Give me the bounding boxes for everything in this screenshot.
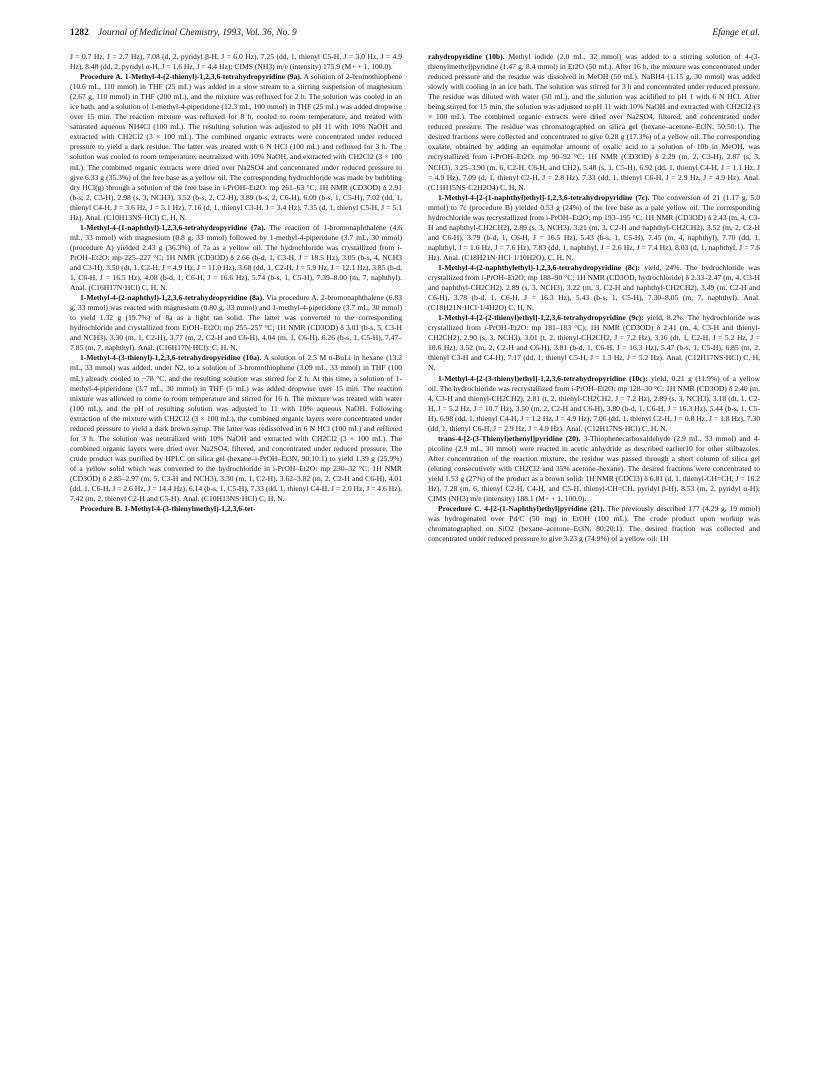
paragraph-heading: 1-Methyl-4-[2-(1-naphthyl)ethyl]-1,2,3,6-tetrahydropyridine (7c). <box>438 192 650 202</box>
right-column <box>428 52 760 1057</box>
paragraph <box>428 374 760 434</box>
paragraph-heading: 1-Methyl-4-[2-(3-thienyl)ethyl]-1,2,3,6-tetrahydropyridine (10c): <box>438 373 648 383</box>
paragraph <box>70 72 402 223</box>
paragraph-body: 3-Thiophenecarboxaldehyde (2.9 mL, 33 mmol) and 4-picoline (2.9 mL, 30 mmol) were reacted in acetic anhydride as described earlier10 for other stilbazoles. After concentration of the reaction mixture, the residue was passed through a short column of silica gel (eluting consecutively with CH2Cl2 and 35% acetone–hexane). The desired fractions were concentrated to yield 1.53 g (27%) of the product as a brown solid: 1H NMR (CDCl3) δ 6.81 (d, 1, thienyl-CH=CH, J = 16.2 Hz), 7.28 (m, 6, thienyl C2-H, C4-H, and C5-H, thienyl-CH=CH, pyridyl β-H), 8.53 (m, 2, pyridyl α-H); CIMS (NH3) m/e (intensity) 188.1 (M+ + 1, 100.0). <box>428 433 760 504</box>
paragraph-body: The reaction of 1-bromonaphthalene (4.6 mL, 33 mmol) with magnesium (0.8 g, 33 mmol) followed by 1-methyl-4-piperidone (3.7 mL, 30 mmol) (procedure A) yielded 2.43 g (36.3%) of 7a as a yellow oil. The hydrochloride was crystallized from i-PrOH–Et2O: mp 225–227 °C; 1H NMR (CD3OD) δ 2.66 (b-d, 1, C3-H, J = 18.5 Hz), 3.05 (b-s, 4, NCH3 and C3-H), 3.50 (dt, 1, C2-H, J = 4.9 Hz, J = 11.0 Hz), 3.68 (dd, 1, C2-H, J = 5.9 Hz, J = 12.1 Hz), 3.85 (b-d, 1, C6-H, J = 16.5 Hz), 4.08 (b-d, 1, C6-H, J = 16.6 Hz), 5.74 (b-s, 1, C5-H), 7.39–8.00 (m, 7, naphthyl). Anal. (C16H17N·HCl) C, H, N. <box>70 222 402 293</box>
paragraph-body: yield, 8.2%. The hydrochloride was crystallized from i-PrOH–Et2O: mp 181–183 °C); 1H NMR (CD3OD) δ 2.41 (m, 4, C3-H and thienyl-CH2CH2), 2.90 (s, 3, NCH3), 3.01 (t, 2, thienyl-CH2CH2, J = 7.2 Hz), 3.16 (dt, 1, C2-H, J = 5.2 Hz, J = 10.6 Hz), 3.52 (m, 2, C2-H and C6-H), 3.81 (b-d, 1, C6-H, J = 16.3 Hz), 5.47 (b-s, 1, C5-H), 6.85 (m, 2, thienyl C3-H and C4-H), 7.17 (dd, 1, thienyl C5-H, J = 1.3 Hz, J = 5.2 Hz). Anal. (C12H17NS·HCl) C, H, N. <box>428 313 760 373</box>
left-column <box>70 52 402 1057</box>
paragraph <box>428 52 760 193</box>
paragraph <box>70 223 402 293</box>
paragraph-body: A solution of 2-bromothiophene (10.6 mL, 110 mmol) in THF (25 mL) was added in a slow stream to a stirring suspension of magnesium (2.67 g, 110 mmol) in THF (200 mL), and the mixture was refluxed for 2 h. The solution was cooled in an ice bath, and a solution of 1-methyl-4-piperidone (12.3 mL, 100 mmol) in THF (25 mL) was added dropwise over 15 min. The reaction mixture was refluxed for 8 h, cooled to room temperature, and treated with saturated aqueous NH4Cl (100 mL). The resulting solution was adjusted to pH 11 with 10% NaOH and extracted with CH2Cl2 (3 × 100 mL). The combined organic extracts were concentrated under reduced pressure to yield a dark residue. The latter was treated with 6 N HCl (100 mL) and refluxed for 3 h. The solution was cooled to room temperature, neutralized with 10% NaOH, and extracted with CH2Cl2 (3 × 100 mL). The combined organic extracts were dried over Na2SO4 and concentrated under reduced pressure to give 6.33 g (35.3%) of the free base as a yellow oil. The corresponding hydrochloride was made by bubbling dry HCl(g) through a solution of the free base in i-PrOH–Et2O: mp 261–63 °C; 1H NMR (CD3OD) δ 2.91 (b-s, 2, C3-H), 2.98 (s, 3, NCH3), 3.52 (b-s, 2, C2-H), 3.89 (b-s, 2, C6-H), 6.09 (b-s, 1, C5-H), 7.02 (dd, 1, thienyl C4-H, J = 3.6 Hz, J = 5.1 Hz), 7.16 (d, 1, thienyl C3-H, J = 3.4 Hz), 7.35 (d, 1, thienyl C5-H, J = 5.1 Hz). Anal. (C10H13NS·HCl) C, H, N. <box>70 72 402 222</box>
paragraph-heading: 1-Methyl-4-(2-naphthyl)-1,2,3,6-tetrahydropyridine (8a). <box>80 293 264 303</box>
paragraph-heading: Procedure B. 1-Methyl-4-(3-thienylmethyl)-1,2,3,6-tet- <box>80 504 256 514</box>
paragraph <box>428 504 760 544</box>
paragraph-heading: Procedure C. 4-[2-(1-Naphthyl)ethyl]pyridine (21). <box>438 504 605 514</box>
paragraph-heading: Procedure A. 1-Methyl-4-(2-thienyl)-1,2,3,6-tetrahydropyridine (9a). <box>80 72 302 82</box>
paragraph <box>70 504 402 514</box>
paragraph <box>70 293 402 353</box>
paragraph-heading: 1-Methyl-4-(2-naphthylethyl)-1,2,3,6-tetrahydropyridine (8c): <box>438 262 641 272</box>
page-number: 1282 <box>70 28 89 38</box>
journal-title: Journal of Medicinal Chemistry, 1993, Vol. 36, No. 9 <box>98 28 297 38</box>
paragraph-body: A solution of 2.5 M n-BuLi in hexane (13.2 mL, 33 mmol) was added, under N2, to a solution of 3-bromothiophene (3.09 mL, 33 mmol) in THF (100 mL) already cooled to −78 °C, and the resulting solution was stirred for 2 h. At this time, a solution of 1-methyl-4-piperidone (3.7 mL, 30 mmol) in THF (5 mL) was added dropwise over 15 min. The reaction mixture was allowed to come to room temperature and stirred for 16 h. The mixture was treated with water (100 mL), and the pH of resulting solution was adjusted to 11 with 10% aqueous NaOH. Following extraction of the mixture with CH2Cl2 (3 × 100 mL), the combined organic layers were concentrated under reduced pressure to yield a dark brown syrup. The latter was redissolved in 6 N HCl (100 mL) and refluxed for 3 h. The solution was neutralized with 10% NaOH and extracted with CH2Cl2 (3 × 100 mL). The combined organic layers were dried over Na2SO4, filtered, and concentrated under reduced pressure. The crude product was purified by HPLC on silica gel (hexane–i-PrOH–Et3N, 90:10:1) to yield 1.39 g (25.9%) of a yellow solid which was converted to the hydrochloride in i-PrOH–Et2O: mp 230–32 °C; 1H NMR (CD3OD) δ 2.85–2.97 (m, 5, C3-H and NCH3), 3.30 (m, 1, C2-H), 3.62–3.82 (m, 2, C2-H and C6-H), 4.01 (dd, 1, C6-H, J = 2.6 Hz, J = 14.4 Hz), 6.14 (b-s, 1, C5-H), 7.33 (dd, 1, thienyl C4-H, J = 2.0 Hz, J = 4.6 Hz), 7.42 (m, 2, thienyl C2-H and C5-H). Anal. (C10H13NS·HCl) C, H, N. <box>70 353 402 504</box>
paragraph <box>70 353 402 504</box>
paragraph-heading: 1-Methyl-4-(3-thienyl)-1,2,3,6-tetrahydropyridine (10a). <box>80 353 262 363</box>
paragraph <box>428 313 760 373</box>
paragraph <box>428 434 760 504</box>
paragraph <box>428 193 760 263</box>
paragraph-body: Methyl iodide (2.0 mL, 32 mmol) was added to a stirring solution of 4-(3-thienylmethyl)pyridine (1.47 g, 8.4 mmol) in Et2O (50 mL). After 16 h, the mixture was concentrated under reduced pressure and the residue was dissolved in MeOH (50 mL). NaBH4 (1.15 g, 30 mmol) was added slowly with cooling in an ice bath. The solution was stirred for 3 h and concentrated under reduced pressure. The residue was diluted with water (50 mL), and the solution was acidified to pH 1 with 6 N HCl. After being stirred for 15 min, the solution was adjusted to pH 11 with 10% NaOH and extracted with CH2Cl2 (3 × 100 mL). The combined organic extracts were dried over Na2SO4, filtered, and concentrated under reduced pressure. The residue was chromatographed on silica gel (hexane–acetone–Et3N, 50:50:1). The desired fractions were collected and concentrated to give 0.28 g (17.3%) of a yellow oil. The corresponding oxalate, obtained by adding an equimolar amount of oxalic acid to a solution of 10b in MeOH, was recrystallized from i-PrOH–Et2O: mp 90–92 °C; 1H NMR (CD3OD) δ 2.29 (m, 2, C3-H), 2.87 (s, 3, NCH3), 3.25–3.90 (m, 6, C2-H, C6-H, and CH2), 5.48 (s, 1, C5-H), 6.92 (dd, 1, thienyl C4-H, J = 1.1 Hz, J = 4.9 Hz), 7.09 (d, 1, thienyl C2-H, J = 2.8 Hz), 7.33 (dd, 1, thienyl C6-H, J = 2.9 Hz, J = 4.9 Hz). Anal. (C11H15NS·C2H2O4) C, H, N. <box>428 52 760 192</box>
paragraph-body: yield, 0.21 g (11.9%) of a yellow oil. The hydrochloride was recrystallized from i-PrOH–Et2O: mp 128–30 °C; 1H NMR (CD3OD) δ 2.40 (m, 4, C3-H and thienyl-CH2CH2), 2.81 (t, 2, thienyl-CH2CH2, J = 7.2 Hz), 2.89 (s, 3, NCH3), 3.18 (dt, 1, C2-H, J = 5.2 Hz, J = 10.7 Hz), 3.50 (m, 2, C2-H and C6-H), 3.80 (b-d, 1, C6-H, J = 16.3 Hz), 5.44 (b-s, 1, C5-H), 6.98 (dd, 1, thienyl C4-H, J = 1.2 Hz, J = 4.9 Hz), 7.06 (dd, 1, thienyl C2-H, J = 0.8 Hz, J = 1.8 Hz), 7.30 (dd, 1, thienyl C6-H, J = 2.9 Hz, J = 4.9 Hz). Anal. (C12H17NS·HCl) C, H, N. <box>428 373 760 433</box>
running-author: Efange et al. <box>712 28 760 38</box>
paragraph-heading: 1-Methyl-4-(1-naphthyl)-1,2,3,6-tetrahydropyridine (7a). <box>80 222 266 232</box>
paragraph-body: Via procedure A, 2-bromonaphthalene (6.83 g, 33 mmol) was reacted with magnesium (0.80 g, 33 mmol) and 1-methyl-4-piperidone (3.7 mL, 30 mmol) to yield 1.32 g (19.7%) of 8a as a light tan solid. The latter was converted to the corresponding hydrochloride and crystallized from EtOH–Et2O: mp 255–257 °C; 1H NMR (CD3OD) δ 3.01 (b-s, 5, C3-H and NCH3), 3.30 (m, 1, C2-H), 3.77 (m, 2, C2-H and C6-H), 4.04 (m, 1, C6-H), 6.26 (b-s, 1, C5-H), 7.47–7.85 (m, 7, naphthyl). Anal. (C16H17N·HCl): C, H, N. <box>70 293 402 353</box>
paragraph-body: The previously described 177 (4.29 g, 19 mmol) was hydrogenated over Pd/C (50 mg) in EtOH (100 mL). The crude product upon workup was chromatographed on SiO2 (hexane–acetone–Et3N, 80:20:1). The desired fraction was collected and concentrated under reduced pressure to give 3.23 g (74.9%) of a yellow oil: 1H <box>428 504 760 544</box>
paragraph: J = 0.7 Hz, J = 2.7 Hz), 7.08 (d, 2, pyridyl β-H, J = 6.0 Hz), 7.25 (dd, 1, thienyl C5-H, J = 3.0 Hz, J = 4.9 Hz), 8.48 (dd, 2, pyridyl α-H, J = 1.6 Hz, J = 4.4 Hz); CIMS (NH3) m/e (intensity) 175.9 (M+ + 1, 100.0). <box>70 52 402 72</box>
paragraph-body: The conversion of 21 (1.17 g, 5.0 mmol) to 7c (procedure B) yielded 0.53 g (24%) of the free base as a pale yellow oil. The corresponding hydrochloride was recrystallized from i-PrOH–Et2O: mp 193–195 °C; 1H NMR (CD3OD) δ 2.43 (m, 4, C3-H and naphthyl-CH2CH2), 2.89 (s, 3, NCH3), 3.21 (m, 3, C2-H and naphthyl-CH2CH2), 3.52 (m, 2, C2-H and C6-H), 3.79 (b-d, 1, C6-H, J = 16.5 Hz), 5.43 (b-s, 1, C5-H), 7.45 (m, 4, naphthyl), 7.70 (dd, 1, naphthyl, J = 1.6 Hz, J = 7.6 Hz), 7.83 (dd, 1, naphthyl, J = 2.6 Hz, J = 7.4 Hz), 8.03 (d, 1, naphthyl, J = 7.6 Hz). Anal. (C18H21N·HCl·1/10H2O), C, H, N. <box>428 192 760 262</box>
paragraph-heading: trans-4-[2-(3-Thienyl)ethenyl]pyridine (20). <box>438 433 581 443</box>
paragraph-heading: rahydropyridine (10b). <box>428 52 505 61</box>
paragraph-body: yield, 24%. The hydrochloride was crystallized from i-PrOH–Et2O: mp 188–90 °C; 1H NMR (CD3OD, hydrochloride) δ 2.33–2.47 (m, 4, C3-H and naphthyl-CH2CH2), 2.89 (s, 3, NCH3), 3.22 (m, 3, C2-H and naphthyl-CH2CH2), 3.49 (m, C2-H and C6-H), 3.78 (b-d, 1, C6-H, J = 16.3 Hz), 5.43 (b-s, 1, C5-H), 7.30–8.05 (m, 7, naphthyl). Anal. (C18H21N·HCl·1/4H2O) C, H, N. <box>428 262 760 313</box>
paragraph-heading: 1-Methyl-4-[2-(2-thienyl)ethyl]-1,2,3,6-tetrahydropyridine (9c): <box>438 313 644 323</box>
paragraph <box>428 263 760 313</box>
page-header <box>70 28 760 42</box>
